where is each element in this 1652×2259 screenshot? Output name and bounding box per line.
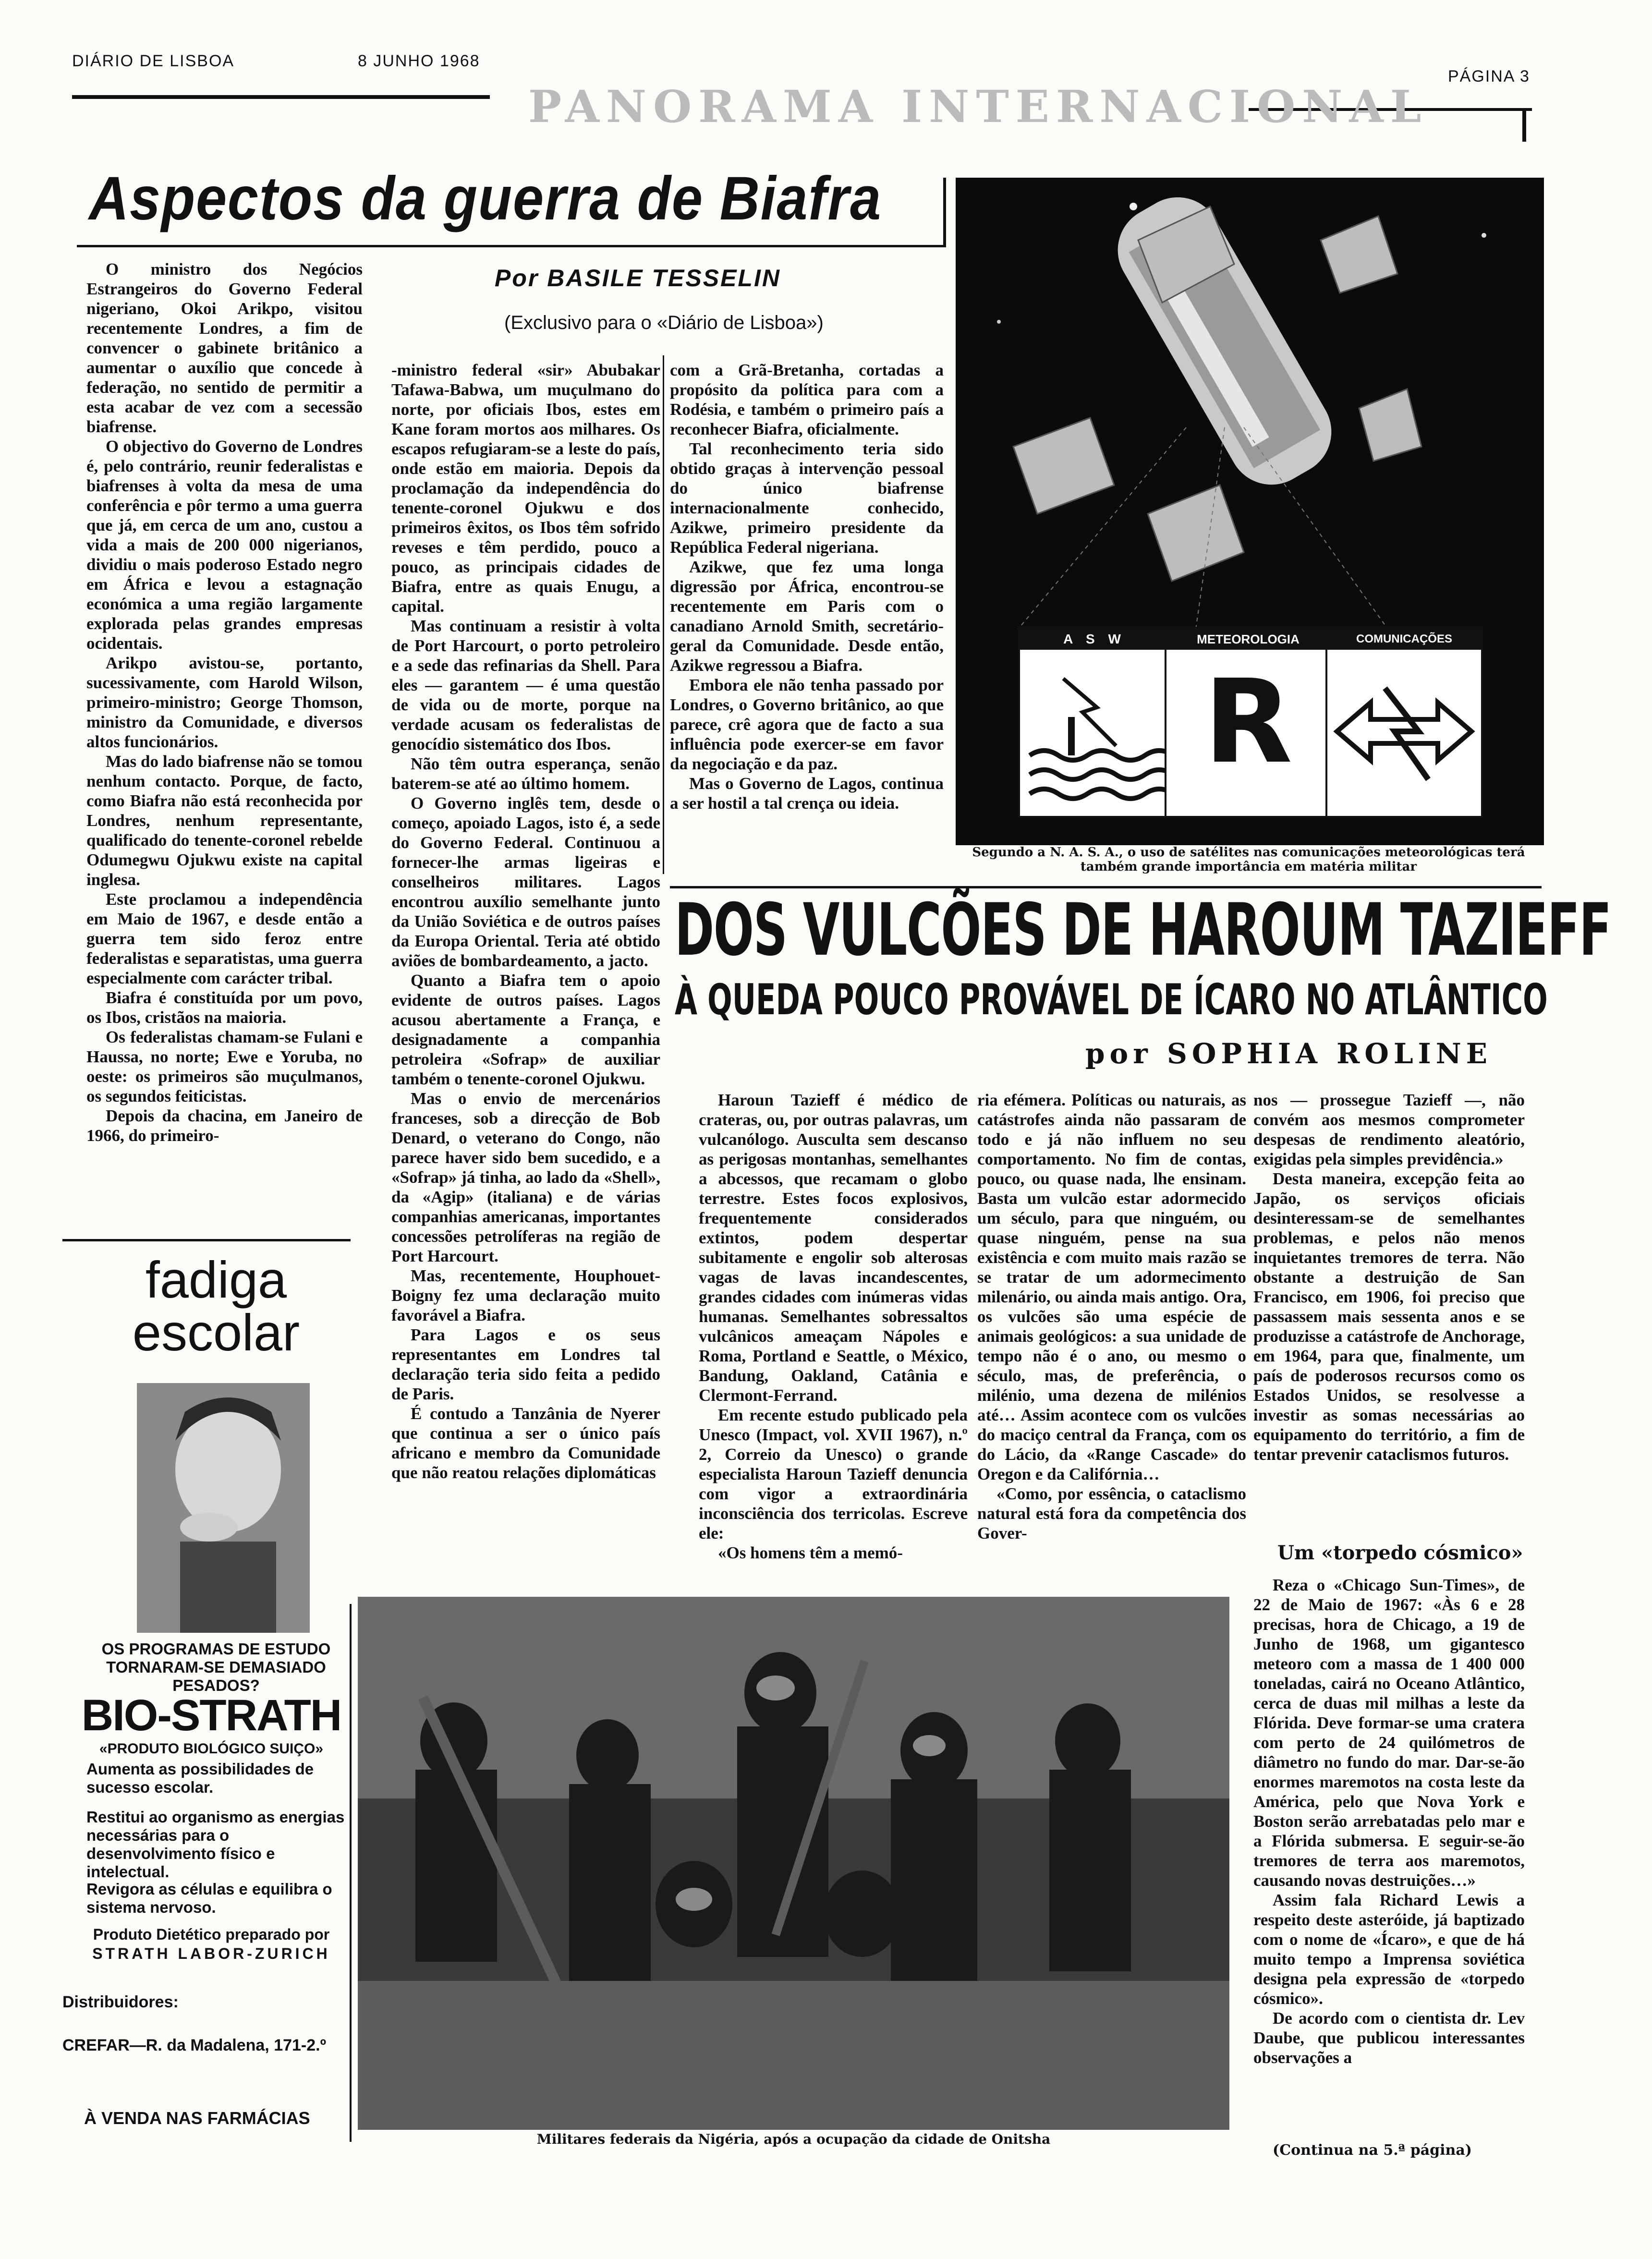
continuation-note: (Continua na 5.ª página) (1273, 2142, 1472, 2159)
article2-col1: Haroun Tazieff é médico de crateras, ou, por outras palavras, um vulcanólogo. Ausculta sem descanso as perigosas montanhas, semelhantes a abcessos, que recamam o globo terrestre. Estes focos explosivos, frequentemente considerados extintos, podem despertar subitamente e engolir sob alterosas vagas de lavas incandescentes, grandes cidades com inúmeras vidas humanas. Semelhantes sobressaltos vulcânicos ameaçam Nápoles e Roma, Portland e Seattle, o México, Bandung, Oakland, Catânia e Clermont-Ferrand. Em recente estudo publicado pela Unesco (Impact, vol. XVII 1967), n.º 2, Correio da Unesco) o grande especialista Haroun Tazieff denuncia com vigor a extraordinária inconsciência dos terricolas. Escreve ele: «Os homens têm a memó- (699, 1091, 968, 1562)
ad-tagline: OS PROGRAMAS DE ESTUDO TORNARAM-SE DEMASIADO PESADOS? (101, 1640, 331, 1694)
ad-dist-label: Distribuidores: (62, 1993, 179, 2011)
ad-top-rule (62, 1239, 351, 1241)
article2-col2: ria efémera. Políticas ou naturais, as catástrofes ainda não passaram de todo e já não influem no seu comportamento. No fim de contas, pouco, ou quase nada, lhe ensinam. Basta um vulcão estar adormecido um século, para que ninguém, ou quase ninguém, pense na sua existência e com muito mais razão se se tratar de um adormecimento milenário, ou ainda mais antigo. Ora, os vulcões são uma espécie de animais geológicos: a sua unidade de tempo não é o ano, ou mesmo o século, mas, de preferência, o milénio, uma dezena de milénios até… Assim acontece com os vulcões do maciço central da França, com os do Lácio, da «Range Cascade» do Oregon e da Califórnia… «Como, por essência, o cataclismo natural está fora da competência dos Gover- (977, 1091, 1246, 1542)
ad-sale: À VENDA NAS FARMÁCIAS (84, 2108, 310, 2128)
asw-panel (1018, 627, 1171, 818)
page-number: PÁGINA 3 (1448, 67, 1530, 85)
article2-author: por SOPHIA ROLINE (1085, 1037, 1492, 1070)
comunicacoes-panel (1325, 627, 1483, 818)
ad-side-rule (350, 1604, 352, 2142)
header-rule-tick (1522, 108, 1526, 142)
ad-made-by: Produto Dietético preparado por (93, 1926, 330, 1943)
article1-col3: com a Grã-Bretanha, cortadas a propósito da política para com a Rodésia, e também o primeiro país a reconhecer Biafra, oficialmente. Tal reconhecimento teria sido obtido graças à intervenção pessoal do único biafrense internacionalmente conhecido, Azikwe, primeiro presidente da República Federal nigeriana. Azikwe, que fez uma longa digressão por África, encontrou-se recentemente em Paris com o canadiano Arnold Smith, secretário-geral da Comunidade. Desde então, Azikwe regressou a Biafra. Embora ele não tenha passado por Londres, o Governo britânico, ao que parece, crê agora que de facto a sua influência pode exercer-se em favor da negociação e da paz. Mas o Governo de Lagos, continua a ser hostil a tal crença ou ideia. (670, 361, 944, 813)
header-rule (72, 95, 490, 99)
article1-col2: -ministro federal «sir» Abubakar Tafawa-Babwa, um muçulmano do norte, por oficiais Ibos, estes em Kane foram mortos aos milhares. Os escapos refugiaram-se a leste do país, onde estão em maioria. Depois da proclamação da independência do tenente-coronel Ojukwu e dos primeiros êxitos, os Ibos têm sofrido reveses e têm perdido, pouco a pouco, as principais cidades de Biafra, entre as quais Enugu, a capital. Mas continuam a resistir à volta de Port Harcourt, o porto petroleiro e a sede das refinarias da Shell. Para eles — garantem — é uma questão de vida ou de morte, porque na verdade acusam os federalistas de genocídio sistemático dos Ibos. Não têm outra esperança, senão baterem-se até ao último homem. O Governo inglês tem, desde o começo, apoiado Lagos, isto é, a sede do Governo Federal. Continuou a fornecer-lhe armas ligeiras e conselheiros militares. Lagos encontrou auxílio semelhante junto da União Soviética e de outros países da Europa Oriental. Teria até obtido aviões de bombardeamento, a jacto. Quanto a Biafra tem o apoio evidente de outros países. Lagos acusou abertamente a França, e designadamente a companhia petroleira «Sofrap» de auxiliar também o tenente-coronel Ojukwu. Mas o envio de mercenários franceses, sob a direcção de Bob Denard, o veterano do Congo, não parece haver sido bem sucedido, e a «Sofrap» já tinha, ao lado da «Shell», da «Agip» (italiana) e de várias companhias americanas, importantes concessões petrolíferas na região de Port Harcourt. Mas, recentemente, Houphouet-Boigny fez uma declaração muito favorável a Biafra. Para Lagos e os seus representantes em Londres tal declaração teria sido feita a pedido de Paris. É contudo a Tanzânia de Nyerer que continua a ser o único país africano e membro da Comunidade que não reatou relações diplomáticas (391, 361, 660, 1482)
asw-label: A S W (1020, 629, 1169, 650)
comunicacoes-label: COMUNICAÇÕES (1327, 629, 1481, 650)
article2-subtitle: À QUEDA POUCO PROVÁVEL DE ÍCARO NO ATLÂNTICO (675, 975, 1548, 1024)
r-symbol-icon: R (1203, 655, 1293, 789)
article1-col1: O ministro dos Negócios Estrangeiros do Governo Federal nigeriano, Okoi Arikpo, visitou recentemente Londres, a fim de convencer o gabinete britânico a aumentar o auxílio que concede à federação, no sentido de permitir a esta acabar de vez com a secessão biafrense. O objectivo do Governo de Londres é, pelo contrário, reunir federalistas e biafrenses à volta da mesa de uma conferência e pôr termo a uma guerra que já, em cerca de um ano, custou a vida a mais de 200 000 nigerianos, dividiu o mais poderoso Estado negro em África e levou a estagnação económica a uma região largamente explorada pelas grandes empresas ocidentais. Arikpo avistou-se, portanto, sucessivamente, com Harold Wilson, primeiro-ministro; George Thomson, ministro da Comunidade, e diversos altos funcionários. Mas do lado biafrense não se tomou nenhum contacto. Porque, de facto, como Biafra não está reconhecida por Londres, nenhum representante, qualificado do tenente-coronel rebelde Odumegwu Ojukwu existe na capital inglesa. Este proclamou a independência em Maio de 1967, e desde então a guerra tem sido feroz entre federalistas e separatistas, uma guerra especialmente com carácter tribal. Biafra é constituída por um povo, os Ibos, cristãos na maioria. Os federalistas chamam-se Fulani e Haussa, no norte; Ewe e Yoruba, no oeste: os primeiros são muçulmanos, os segundos feiticistas. Depois da chacina, em Janeiro de 1966, do primeiro- (86, 260, 363, 1145)
ad-claim-1: Aumenta as possibilidades de sucesso escolar. (86, 1760, 314, 1796)
title-vrule (943, 178, 946, 245)
ad-brand: BIO-STRATH (81, 1691, 341, 1740)
double-arrow-icon (1327, 650, 1481, 813)
newspaper-name: DIÁRIO DE LISBOA (72, 52, 235, 70)
article2-col3b: Reza o «Chicago Sun-Times», de 22 de Maio de 1967: «Às 6 e 28 precisas, hora de Chicago, a 19 de Junho de 1968, um gigantesco meteoro com a massa de 1 400 000 toneladas, cairá no Oceano Atlântico, cerca de duas mil milhas a leste da Flórida. Deve formar-se uma cratera com perto de 24 quilómetros de diâmetro no fundo do mar. Dar-se-ão enormes maremotos na costa leste da América, pelo que Nova York e Boston serão arrebatadas pelo mar e a Flórida submersa. E seguir-se-ão tremores de terra aos maremotos, causando novas destruições…» Assim fala Richard Lewis a respeito deste asteróide, já baptizado com o nome de «Ícaro», e que de há muito tempo a Imprensa soviética designa pela expressão de «torpedo cósmico». De acordo com o cientista dr. Lev Daube, que publicou interessantes observações a (1253, 1576, 1525, 2067)
ad-headline: fadiga escolar (132, 1251, 300, 1361)
meteorologia-panel (1165, 627, 1332, 818)
column-rule (663, 355, 664, 874)
nasa-caption: Segundo a N. A. S. A., o uso de satélites nas comunicações meteorológicas terá também grande importância em matéria militar (972, 845, 1525, 874)
subhead-torpedo: Um «torpedo cósmico» (1277, 1542, 1523, 1564)
article-title: Aspectos da guerra de Biafra (89, 164, 882, 233)
article2-title: DOS VULCÕES DE HAROUM TAZIEFF (675, 888, 1611, 972)
exclusive-note: (Exclusivo para o «Diário de Lisboa») (504, 312, 824, 333)
byline: Por BASILE TESSELIN (495, 265, 781, 291)
article2-col3: nos — prossegue Tazieff —, não convém aos mesmos comprometer despesas de rendimento aleatório, exigidas pela simples previdência.» Desta maneira, excepção feita ao Japão, os serviços oficiais desinteressam-se de semelhantes problemas, e pelos não menos inquietantes tremores de terra. Não obstante a destruição de San Francisco, em 1906, foi preciso que passassem mais sessenta anos e se produzisse a catástrofe de Anchorage, em 1964, para que, finalmente, um país de poderosos recursos como os Estados Unidos, se resolvesse a investir as somas necessárias ao equipamento do território, a fim de tentar prevenir cataclismos futuros. (1253, 1091, 1525, 1464)
section-title: PANORAMA INTERNACIONAL (528, 81, 1428, 133)
photo-caption: Militares federais da Nigéria, após a ocupação da cidade de Onitsha (536, 2131, 1051, 2147)
soldiers-photo (358, 1597, 1229, 2130)
ad-claim-3: Revigora as células e equilibra o sistema nervoso. (86, 1880, 332, 1916)
ad-distributor: CREFAR—R. da Madalena, 171-2.º (62, 2036, 327, 2054)
title-rule (77, 245, 946, 247)
asw-icon (1020, 650, 1169, 813)
issue-date: 8 JUNHO 1968 (358, 52, 480, 70)
ad-product: «PRODUTO BIOLÓGICO SUIÇO» (99, 1741, 324, 1757)
meteorologia-label: METEOROLOGIA (1166, 629, 1330, 650)
ad-lab: STRATH LABOR-ZURICH (92, 1945, 330, 1962)
ad-child-photo (137, 1383, 310, 1633)
ad-claim-2: Restitui ao organismo as energias necessárias para o desenvolvimento físico e intelectual. (86, 1808, 345, 1881)
